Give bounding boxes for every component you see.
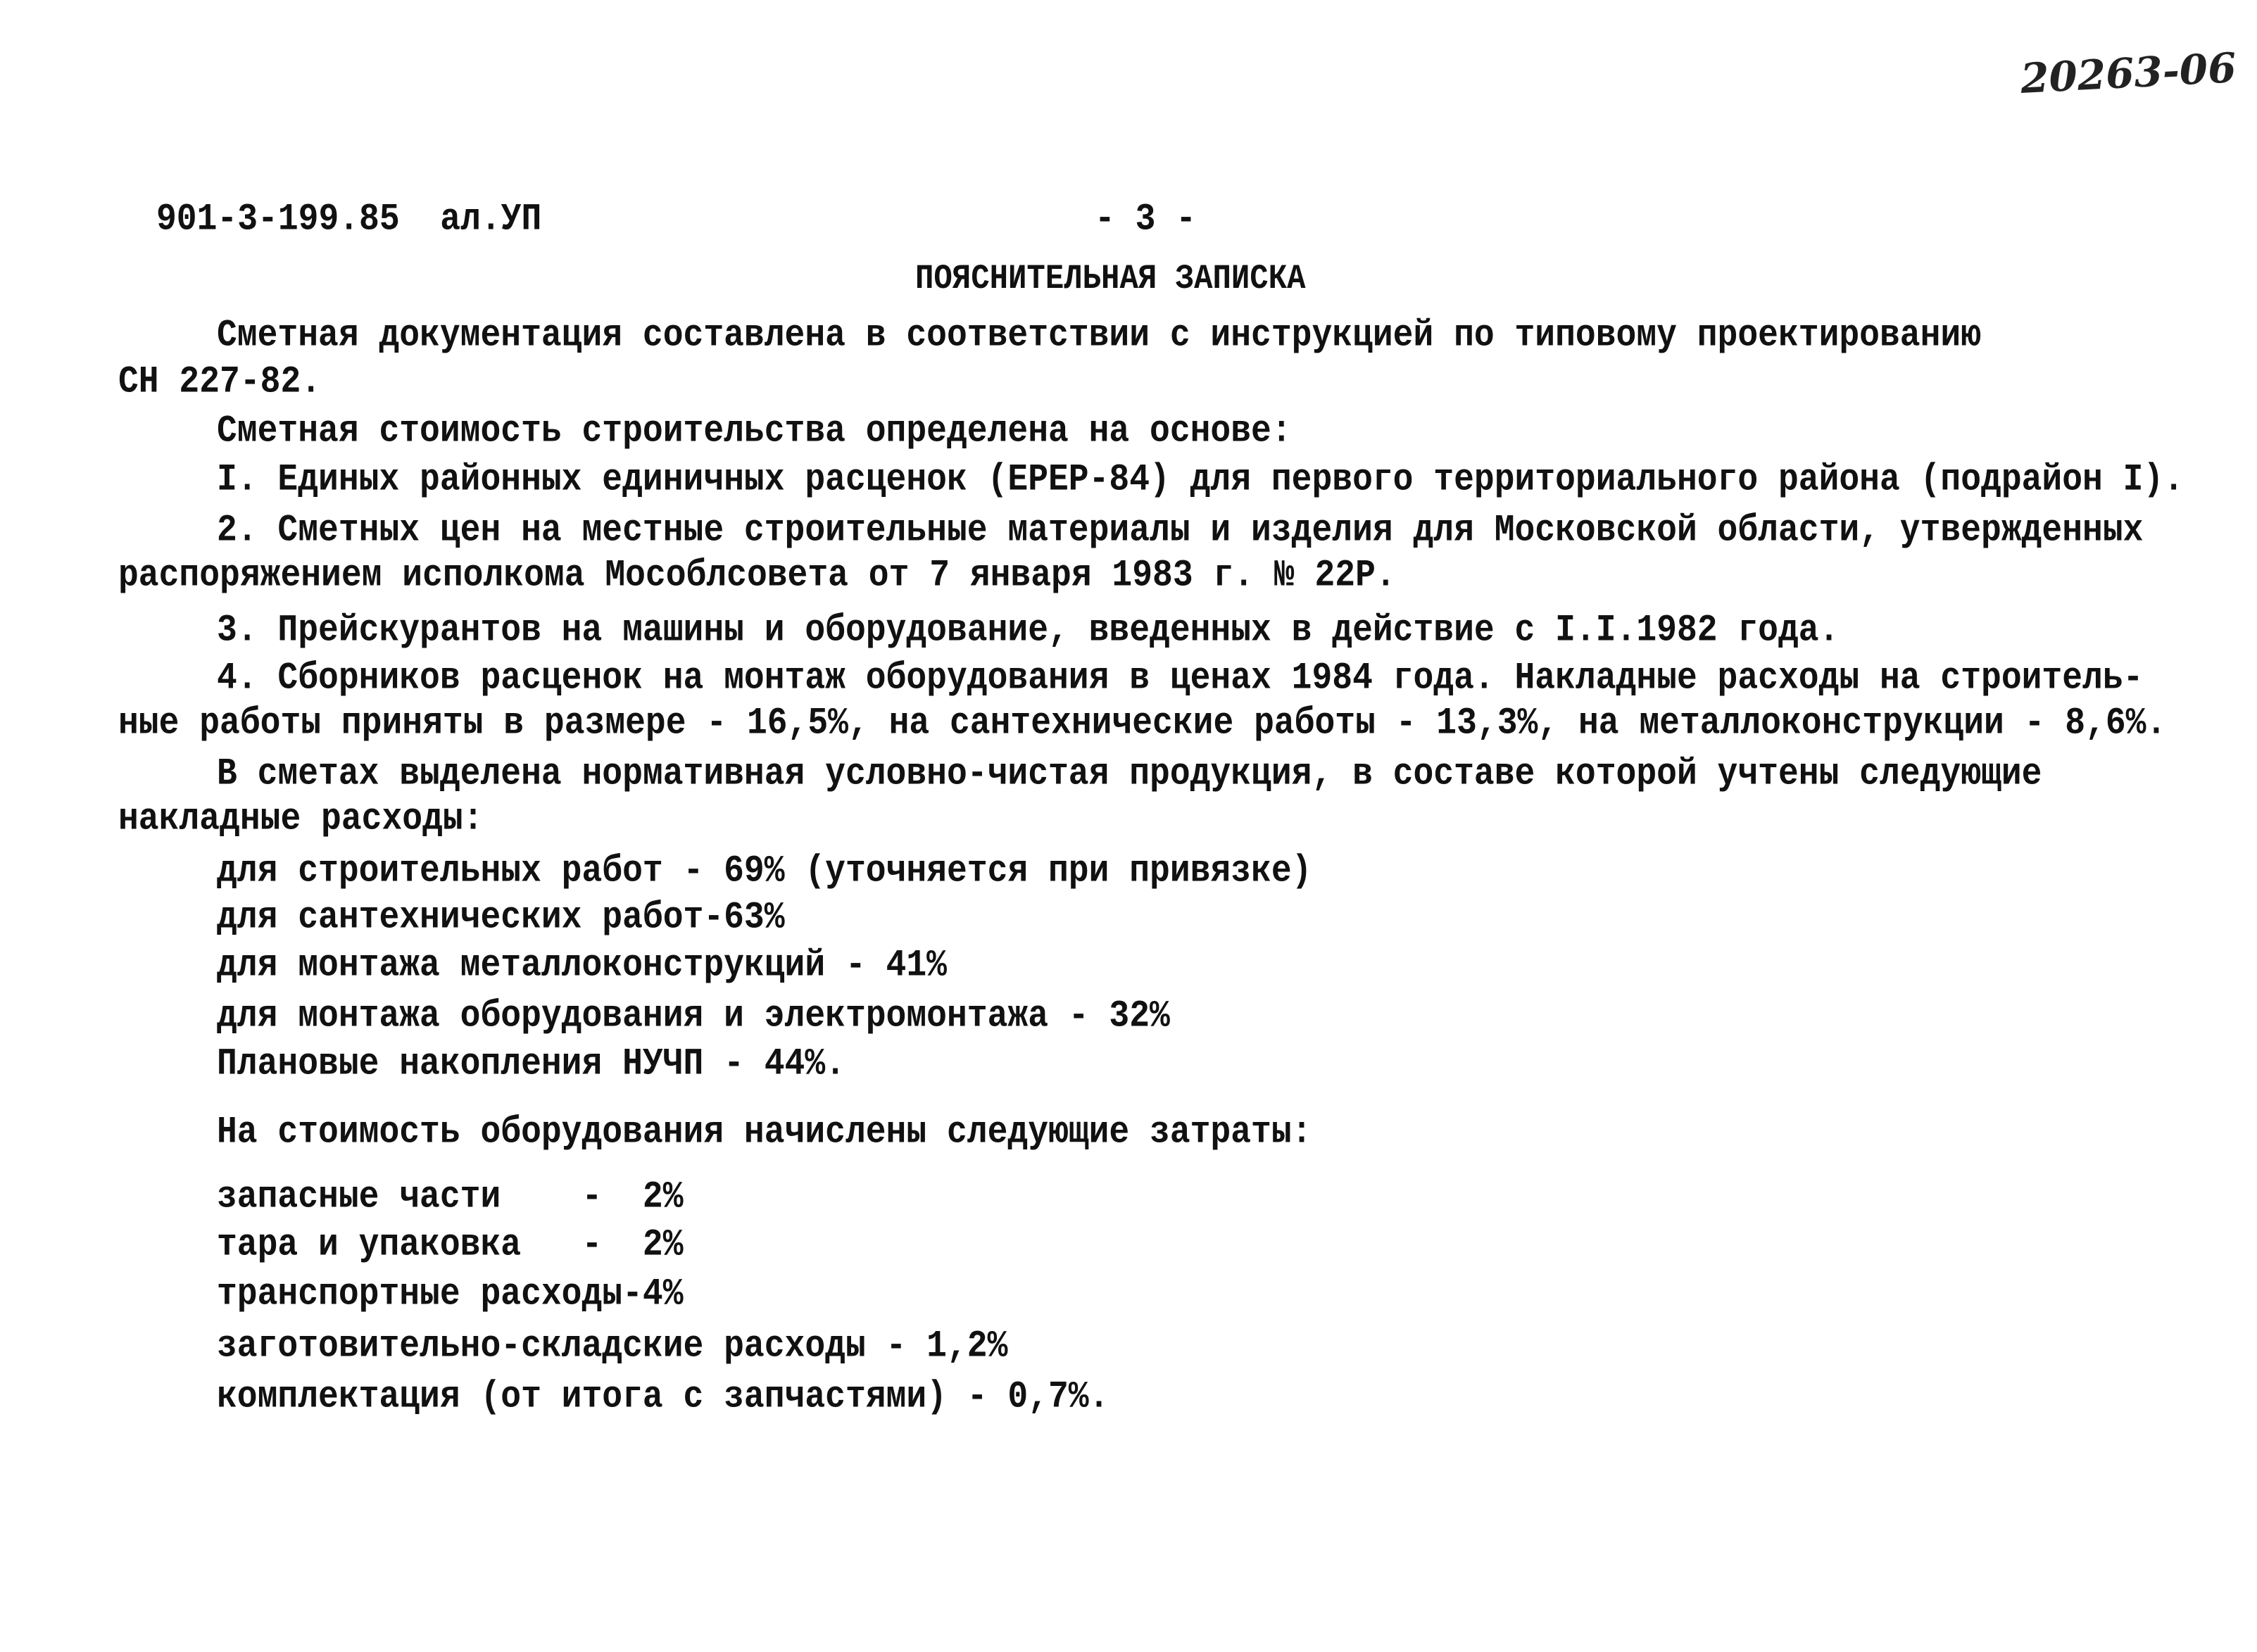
list-item: для строительных работ - 69% (уточняется при привязке) <box>217 850 1312 893</box>
list-item-continuation: ные работы приняты в размере - 16,5%, на сантехнические работы - 13,3%, на металлоконструкции - 8,6%. <box>118 702 2167 745</box>
page-number: - 3 - <box>1095 198 1197 241</box>
list-item: Плановые накопления НУЧП - 44%. <box>217 1042 845 1086</box>
list-item: транспортные расходы-4% <box>217 1273 684 1316</box>
document-code: 901-3-199.85 ал.УП <box>156 198 542 241</box>
list-item: 2. Сметных цен на местные строительные материалы и изделия для Московской области, утвержденных <box>217 509 2144 553</box>
list-item-continuation: распоряжением исполкома Мособлсовета от 7 января 1983 г. № 22Р. <box>118 554 1396 598</box>
list-item: для сантехнических работ-63% <box>217 896 785 940</box>
paragraph-line: СН 227-82. <box>118 360 322 404</box>
paragraph-line: Сметная стоимость строительства определена на основе: <box>217 410 1292 453</box>
paragraph-line: Сметная документация составлена в соответствии с инструкцией по типовому проектированию <box>217 314 1982 358</box>
list-item: для монтажа оборудования и электромонтажа - 32% <box>217 995 1170 1038</box>
list-item: 3. Прейскурантов на машины и оборудование, введенных в действие с I.I.1982 года. <box>217 609 1840 652</box>
list-item: 4. Сборников расценок на монтаж оборудования в ценах 1984 года. Накладные расходы на строитель- <box>217 657 2144 700</box>
list-item: I. Единых районных единичных расценок (ЕРЕР-84) для первого территориального района (подрайон I). <box>217 458 2184 502</box>
paragraph-line: На стоимость оборудования начислены следующие затраты: <box>217 1111 1312 1154</box>
list-item: тара и упаковка - 2% <box>217 1223 684 1267</box>
list-item: для монтажа металлоконструкций - 41% <box>217 944 947 988</box>
paragraph-line: накладные расходы: <box>118 797 484 841</box>
list-item: комплектация (от итога с запчастями) - 0,7%. <box>217 1375 1109 1419</box>
paragraph-line: В сметах выделена нормативная условно-чистая продукция, в составе которой учтены следующие <box>217 752 2042 796</box>
handwritten-archive-number: 20263-06 <box>2019 44 2238 103</box>
document-title: ПОЯСНИТЕЛЬНАЯ ЗАПИСКА <box>915 259 1306 299</box>
list-item: заготовительно-складские расходы - 1,2% <box>217 1325 1008 1368</box>
list-item: запасные части - 2% <box>217 1175 684 1219</box>
